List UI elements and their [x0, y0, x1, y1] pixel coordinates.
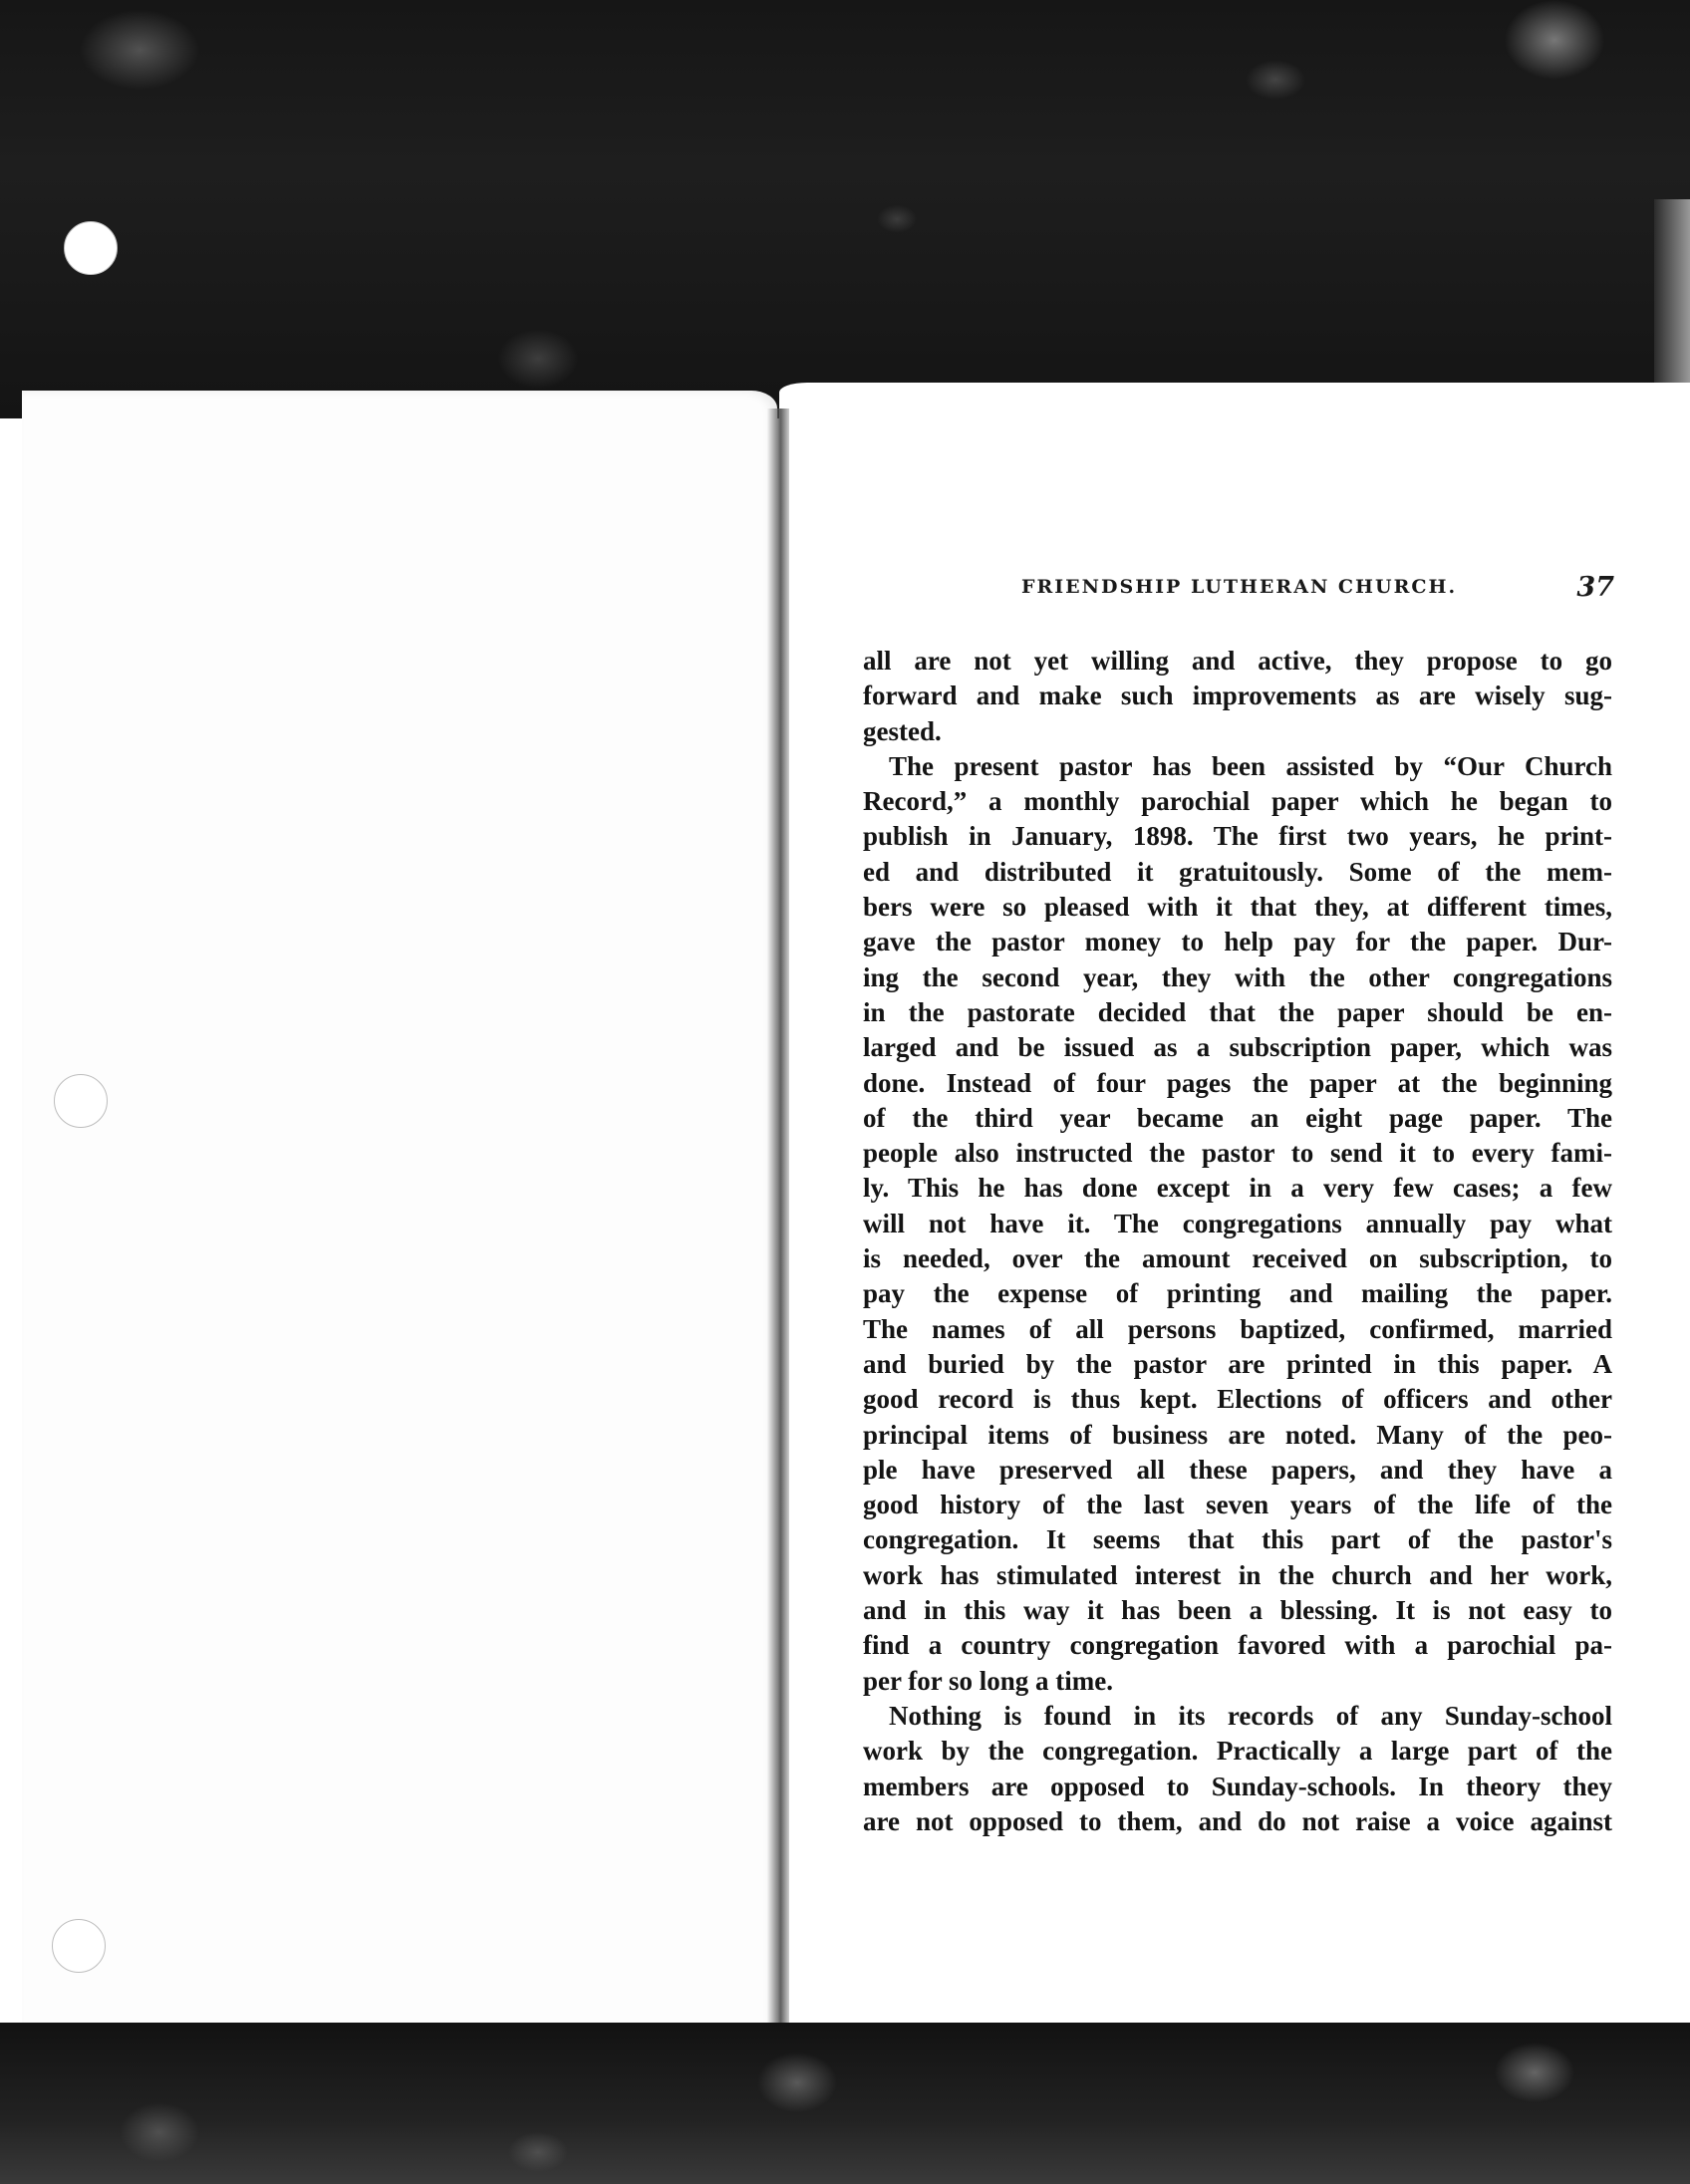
- text-line: principal items of business are noted. Many of the peo-: [863, 1419, 1612, 1450]
- running-head: [867, 572, 1614, 616]
- text-line: ing the second year, they with the other congregations: [863, 961, 1612, 992]
- text-line: work by the congregation. Practically a large part of the: [863, 1736, 1612, 1767]
- text-line: find a country congregation favored with a parochial pa-: [863, 1630, 1612, 1661]
- text-line: good record is thus kept. Elections of officers and other: [863, 1384, 1612, 1415]
- text-line: good history of the last seven years of the life of the: [863, 1490, 1612, 1520]
- text-line: members are opposed to Sunday-schools. In theory they: [863, 1771, 1612, 1801]
- binder-hole-middle: [54, 1074, 108, 1128]
- text-line: are not opposed to them, and do not raise a voice against: [863, 1805, 1612, 1836]
- text-line: ly. This he has done except in a very few cases; a few: [863, 1173, 1612, 1204]
- text-line: Record,” a monthly parochial paper which he began to: [863, 786, 1612, 817]
- text-line: ple have preserved all these papers, and they have a: [863, 1454, 1612, 1485]
- scanner-background-bottom: [0, 2023, 1690, 2184]
- text-line: people also instructed the pastor to send it to every fami-: [863, 1138, 1612, 1169]
- text-line: The present pastor has been assisted by “Our Church: [889, 750, 1612, 781]
- scanner-background-top: [0, 0, 1690, 418]
- text-line: The names of all persons baptized, confirmed, married: [863, 1313, 1612, 1344]
- binder-hole-bottom: [52, 1919, 106, 1973]
- text-line: congregation. It seems that this part of the pastor's: [863, 1524, 1612, 1555]
- text-line: gested.: [863, 715, 942, 746]
- text-line: Nothing is found in its records of any Sunday-school: [889, 1700, 1612, 1731]
- body-text: [863, 644, 1612, 1839]
- text-line: publish in January, 1898. The first two years, he print-: [863, 821, 1612, 852]
- text-line: done. Instead of four pages the paper at the beginning: [863, 1067, 1612, 1098]
- text-line: of the third year became an eight page paper. The: [863, 1102, 1612, 1133]
- text-line: and in this way it has been a blessing. It is not easy to: [863, 1595, 1612, 1626]
- text-line: ed and distributed it gratuitously. Some of the mem-: [863, 856, 1612, 887]
- page-edge-shadow: [1654, 199, 1690, 389]
- text-line: is needed, over the amount received on subscription, to: [863, 1243, 1612, 1274]
- text-line: and buried by the pastor are printed in this paper. A: [863, 1348, 1612, 1379]
- page-number: 37: [1576, 572, 1614, 603]
- text-line: per for so long a time.: [863, 1665, 1113, 1696]
- text-line: work has stimulated interest in the church and her work,: [863, 1559, 1612, 1590]
- text-line: larged and be issued as a subscription paper, which was: [863, 1032, 1612, 1063]
- book-gutter: [767, 409, 789, 2043]
- text-line: will not have it. The congregations annually pay what: [863, 1208, 1612, 1238]
- text-line: bers were so pleased with it that they, at different times,: [863, 892, 1612, 923]
- text-line: pay the expense of printing and mailing the paper.: [863, 1278, 1612, 1309]
- text-line: forward and make such improvements as are wisely sug-: [863, 681, 1612, 711]
- binder-hole-top: [64, 221, 118, 275]
- text-line: in the pastorate decided that the paper should be en-: [863, 996, 1612, 1027]
- text-line: gave the pastor money to help pay for the paper. Dur-: [863, 927, 1612, 957]
- text-line: all are not yet willing and active, they propose to go: [863, 646, 1612, 676]
- running-head-title: FRIENDSHIP LUTHERAN CHURCH.: [1021, 576, 1458, 598]
- left-page-blank: [22, 391, 777, 2076]
